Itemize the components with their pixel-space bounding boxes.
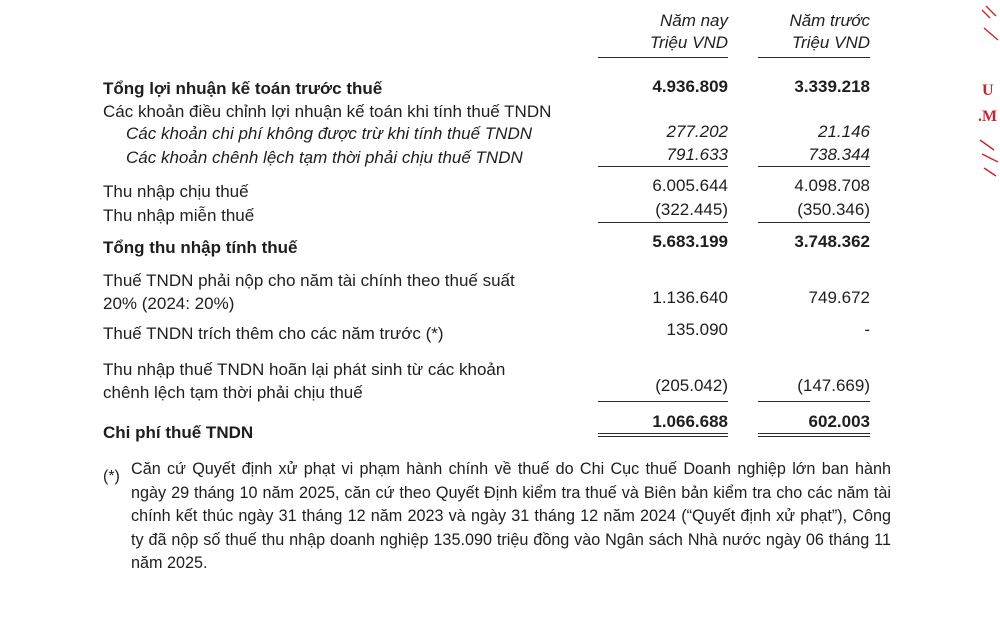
row-label-cit-payable-line2: 20% (2024: 20%) xyxy=(103,294,235,313)
row-label-accounting-profit: Tổng lợi nhuận kế toán trước thuế xyxy=(103,79,383,98)
subtotal-rule-current xyxy=(598,166,728,167)
double-underline-current-1 xyxy=(598,433,728,434)
header-previous-year xyxy=(789,10,870,54)
value-current-non-deductible-expenses: 277.202 xyxy=(666,122,728,141)
header-rule-current xyxy=(598,57,728,58)
row-label-taxable-income: Thu nhập chịu thuế xyxy=(103,182,249,201)
row-label-total-assessable-income: Tổng thu nhập tính thuế xyxy=(103,238,298,257)
row-label-deferred-tax-line2: chênh lệch tạm thời phải chịu thuế xyxy=(103,383,363,402)
double-underline-previous-2 xyxy=(758,436,870,437)
value-previous-deferred-tax: (147.669) xyxy=(797,376,870,395)
value-previous-exempt-income: (350.346) xyxy=(797,200,870,219)
header-previous-year-unit: Triệu VND xyxy=(791,33,870,52)
value-previous-total-assessable-income: 3.748.362 xyxy=(794,232,870,251)
subtotal-rule-previous xyxy=(758,166,870,167)
taxable-total-rule-current xyxy=(598,222,728,223)
seal-letter-2: .M xyxy=(978,108,998,125)
value-previous-cit-payable: 749.672 xyxy=(808,288,870,307)
value-current-accounting-profit: 4.936.809 xyxy=(652,77,728,96)
header-current-year-unit: Triệu VND xyxy=(649,33,728,52)
header-rule-previous xyxy=(758,57,870,58)
row-label-non-deductible-expenses: Các khoản chi phí không được trừ khi tính thuế TNDN xyxy=(126,124,533,143)
footnote-text: Căn cứ Quyết định xử phạt vi phạm hành chính về thuế do Chi Cục thuế Doanh nghiệp lớn ban hành ngày 29 tháng 10 năm 2025, căn cứ theo Quyết Định kiểm tra thuế và Biên bản kiểm tra cho các năm tài chính kết thúc ngày 31 tháng 12 năm 2023 và ngày 31 tháng 12 năm 2024 (“Quyết định xử phạt”), Công ty đã nộp số thuế thu nhập doanh nghiệp 135.090 triệu đồng vào Ngân sách Nhà nước ngày 06 tháng 11 năm 2025. xyxy=(131,460,891,572)
value-current-deferred-tax: (205.042) xyxy=(655,376,728,395)
value-previous-non-deductible-expenses: 21.146 xyxy=(818,122,870,141)
final-total-rule-current xyxy=(598,401,728,402)
value-previous-cit-expense: 602.003 xyxy=(808,412,870,431)
value-current-taxable-income: 6.005.644 xyxy=(652,176,728,195)
value-previous-accounting-profit: 3.339.218 xyxy=(794,77,870,96)
double-underline-previous-1 xyxy=(758,433,870,434)
taxable-total-rule-previous xyxy=(758,222,870,223)
value-previous-taxable-income: 4.098.708 xyxy=(794,176,870,195)
double-underline-current-2 xyxy=(598,436,728,437)
final-total-rule-previous xyxy=(758,401,870,402)
header-current-year xyxy=(650,10,728,54)
value-previous-taxable-temporary-differences: 738.344 xyxy=(808,145,870,164)
value-current-cit-payable: 1.136.640 xyxy=(652,288,728,307)
row-label-taxable-temporary-differences: Các khoản chênh lệch tạm thời phải chịu thuế TNDN xyxy=(126,148,523,167)
row-label-deferred-tax-line1: Thu nhập thuế TNDN hoãn lại phát sinh từ các khoản xyxy=(103,360,506,379)
row-label-cit-payable-line1: Thuế TNDN phải nộp cho năm tài chính theo thuế suất xyxy=(103,271,515,290)
value-current-cit-expense: 1.066.688 xyxy=(652,412,728,431)
header-current-year-label: Năm nay xyxy=(659,11,728,30)
header-previous-year-label: Năm trước xyxy=(789,11,870,30)
company-seal-fragment xyxy=(976,0,1000,200)
row-label-cit-expense: Chi phí thuế TNDN xyxy=(103,423,254,442)
seal-letter-1: U xyxy=(982,82,994,99)
value-previous-cit-prior-years: - xyxy=(864,320,870,339)
value-current-cit-prior-years: 135.090 xyxy=(666,320,728,339)
row-label-adjustments: Các khoản điều chỉnh lợi nhuận kế toán khi tính thuế TNDN xyxy=(103,102,552,121)
row-label-cit-prior-years: Thuế TNDN trích thêm cho các năm trước (*) xyxy=(103,324,444,343)
row-label-exempt-income: Thu nhập miễn thuế xyxy=(103,206,255,225)
value-current-total-assessable-income: 5.683.199 xyxy=(652,232,728,251)
value-current-taxable-temporary-differences: 791.633 xyxy=(666,145,728,164)
footnote-marker: (*) xyxy=(103,468,120,485)
value-current-exempt-income: (322.445) xyxy=(655,200,728,219)
seal-ring-icon xyxy=(976,0,1000,200)
